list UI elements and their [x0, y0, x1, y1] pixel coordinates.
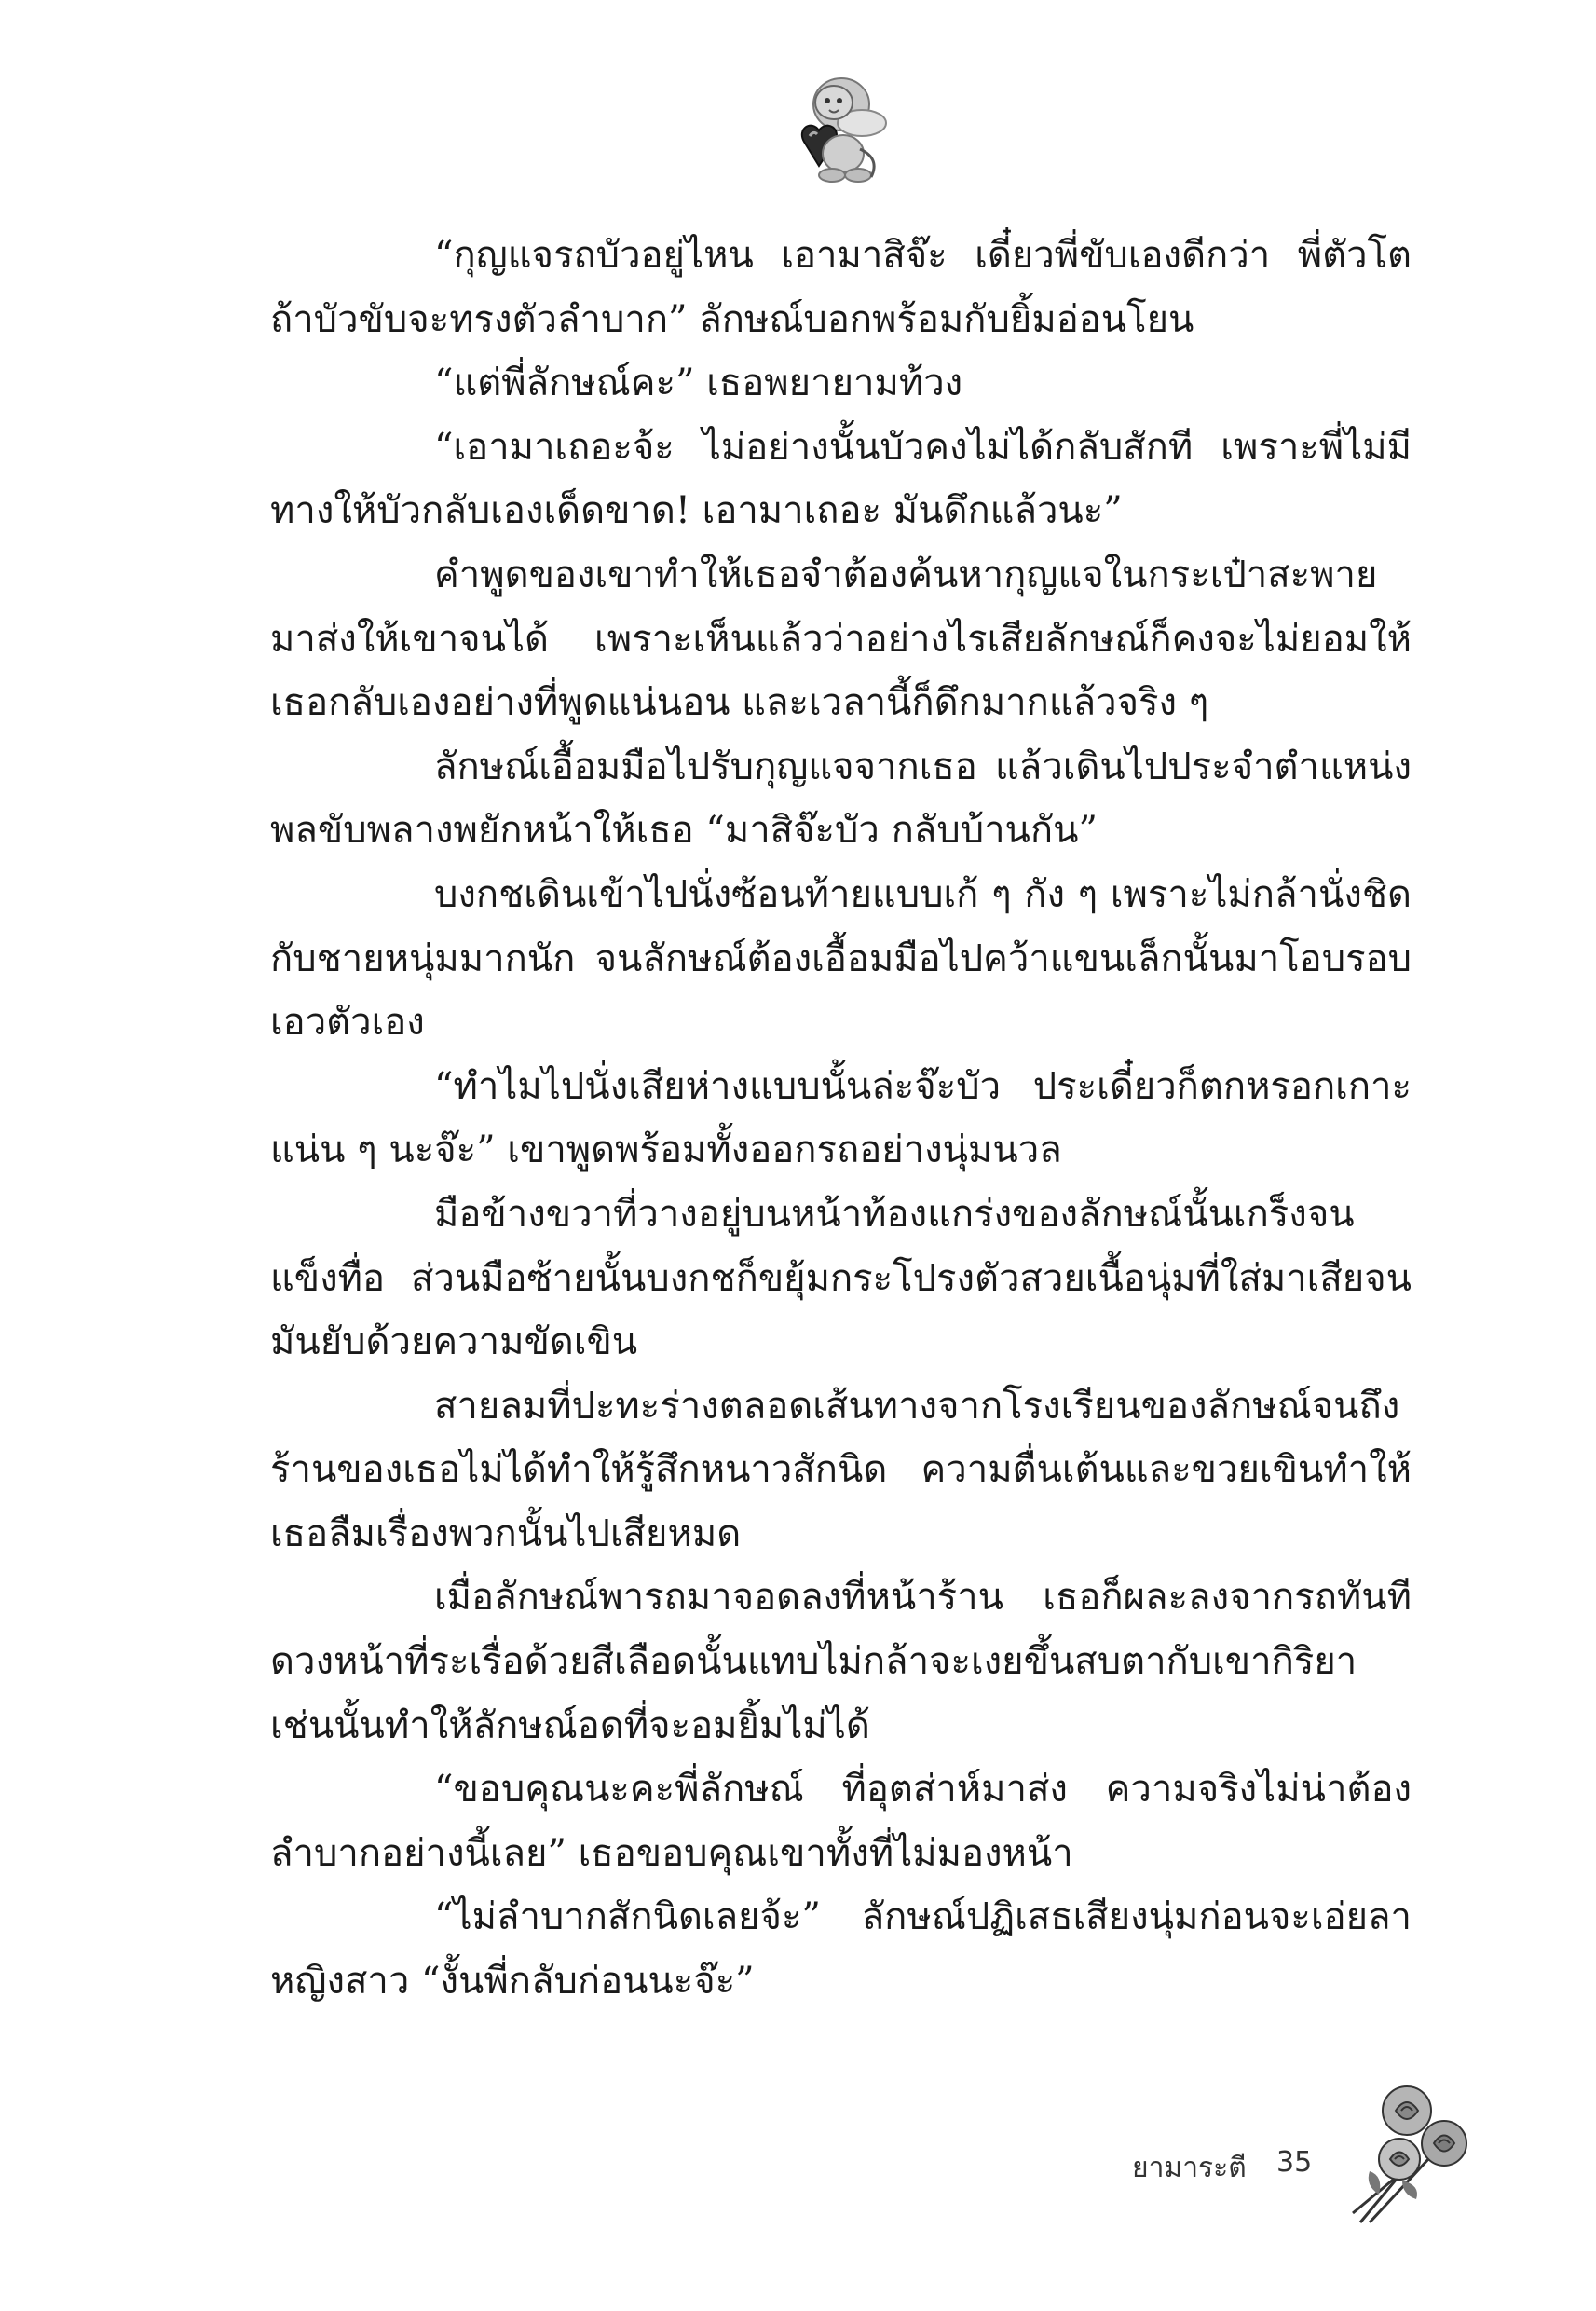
paragraph — [270, 1566, 1412, 1757]
paragraph — [270, 224, 1412, 351]
paragraph — [270, 1183, 1412, 1374]
story-text — [270, 224, 1412, 2014]
cupid-heart-icon — [778, 65, 890, 186]
paragraph-text: ลักษณ์เอื้อมมือไปรับกุญแจจากเธอ แล้วเดินไปประจำตำแหน่งพลขับพลางพยักหน้าให้เธอ “มาสิจ๊ะบัว กลับบ้านกัน” — [270, 745, 1412, 853]
paragraph — [270, 863, 1412, 1055]
paragraph-text: เมื่อลักษณ์พารถมาจอดลงที่หน้าร้าน เธอก็ผละลงจากรถทันที ดวงหน้าที่ระเรื่อด้วยสีเลือดนั้นแทบไม่กล้าจะเงยขึ้นสบตากับเขากิริยาเช่นนั้นทำให้ลักษณ์อดที่จะอมยิ้มไม่ได้ — [270, 1576, 1412, 1747]
paragraph — [270, 1757, 1412, 1885]
paragraph-text: มือข้างขวาที่วางอยู่บนหน้าท้องแกร่งของลักษณ์นั้นเกร็งจนแข็งทื่อ ส่วนมือซ้ายนั้นบงกชก็ขยุ้มกระโปรงตัวสวยเนื้อนุ่มที่ใส่มาเสียจนมันยับด้วยความขัดเขิน — [270, 1192, 1412, 1364]
page-number: 35 — [1276, 2146, 1313, 2179]
paragraph-text: “กุญแจรถบัวอยู่ไหน เอามาสิจ๊ะ เดี๋ยวพี่ขับเองดีกว่า พี่ตัวโต ถ้าบัวขับจะทรงตัวลำบาก” ลักษณ์บอกพร้อมกับยิ้มอ่อนโยน — [270, 234, 1412, 341]
paragraph-text: บงกชเดินเข้าไปนั่งซ้อนท้ายแบบเก้ ๆ กัง ๆ เพราะไม่กล้านั่งชิดกับชายหนุ่มมากนัก จนลักษณ์ต้องเอื้อมมือไปคว้าแขนเล็กนั้นมาโอบรอบเอวตัวเอง — [270, 872, 1412, 1045]
roses-bouquet-icon — [1342, 2073, 1472, 2227]
paragraph-text: คำพูดของเขาทำให้เธอจำต้องค้นหากุญแจในกระเป๋าสะพายมาส่งให้เขาจนได้ เพราะเห็นแล้วว่าอย่างไรเสียลักษณ์ก็คงจะไม่ยอมให้เธอกลับเองอย่างที่พูดแน่นอน และเวลานี้ก็ดึกมากแล้วจริง ๆ — [270, 553, 1412, 725]
paragraph — [270, 1374, 1412, 1566]
paragraph — [270, 1055, 1412, 1183]
paragraph — [270, 416, 1412, 543]
paragraph-text: สายลมที่ปะทะร่างตลอดเส้นทางจากโรงเรียนของลักษณ์จนถึงร้านของเธอไม่ได้ทำให้รู้สึกหนาวสักนิด ความตื่นเต้นและขวยเขินทำให้เธอลืมเรื่องพวกนั้นไปเสียหมด — [270, 1384, 1412, 1555]
paragraph-text: “ขอบคุณนะคะพี่ลักษณ์ ที่อุตส่าห์มาส่ง ความจริงไม่น่าต้องลำบากอย่างนี้เลย” เธอขอบคุณเขาทั้งที่ไม่มองหน้า — [270, 1768, 1412, 1875]
paragraph-text: “ไม่ลำบากสักนิดเลยจ้ะ” ลักษณ์ปฏิเสธเสียงนุ่มก่อนจะเอ่ยลาหญิงสาว “งั้นพี่กลับก่อนนะจ๊ะ” — [270, 1895, 1412, 2003]
paragraph-text: “ทำไมไปนั่งเสียห่างแบบนั้นล่ะจ๊ะบัว ประเดี๋ยวก็ตกหรอกเกาะแน่น ๆ นะจ๊ะ” เขาพูดพร้อมทั้งออกรถอย่างนุ่มนวล — [270, 1064, 1412, 1172]
paragraph — [270, 351, 1412, 416]
paragraph-text: “เอามาเถอะจ้ะ ไม่อย่างนั้นบัวคงไม่ได้กลับสักที เพราะพี่ไม่มีทางให้บัวกลับเองเด็ดขาด! เอามาเถอะ มันดึกแล้วนะ” — [270, 425, 1412, 533]
paragraph — [270, 1885, 1412, 2013]
paragraph-text: “แต่พี่ลักษณ์คะ” เธอพยายามท้วง — [434, 362, 963, 405]
paragraph — [270, 543, 1412, 735]
paragraph — [270, 735, 1412, 863]
book-title: ยามาระตี — [1132, 2152, 1247, 2184]
